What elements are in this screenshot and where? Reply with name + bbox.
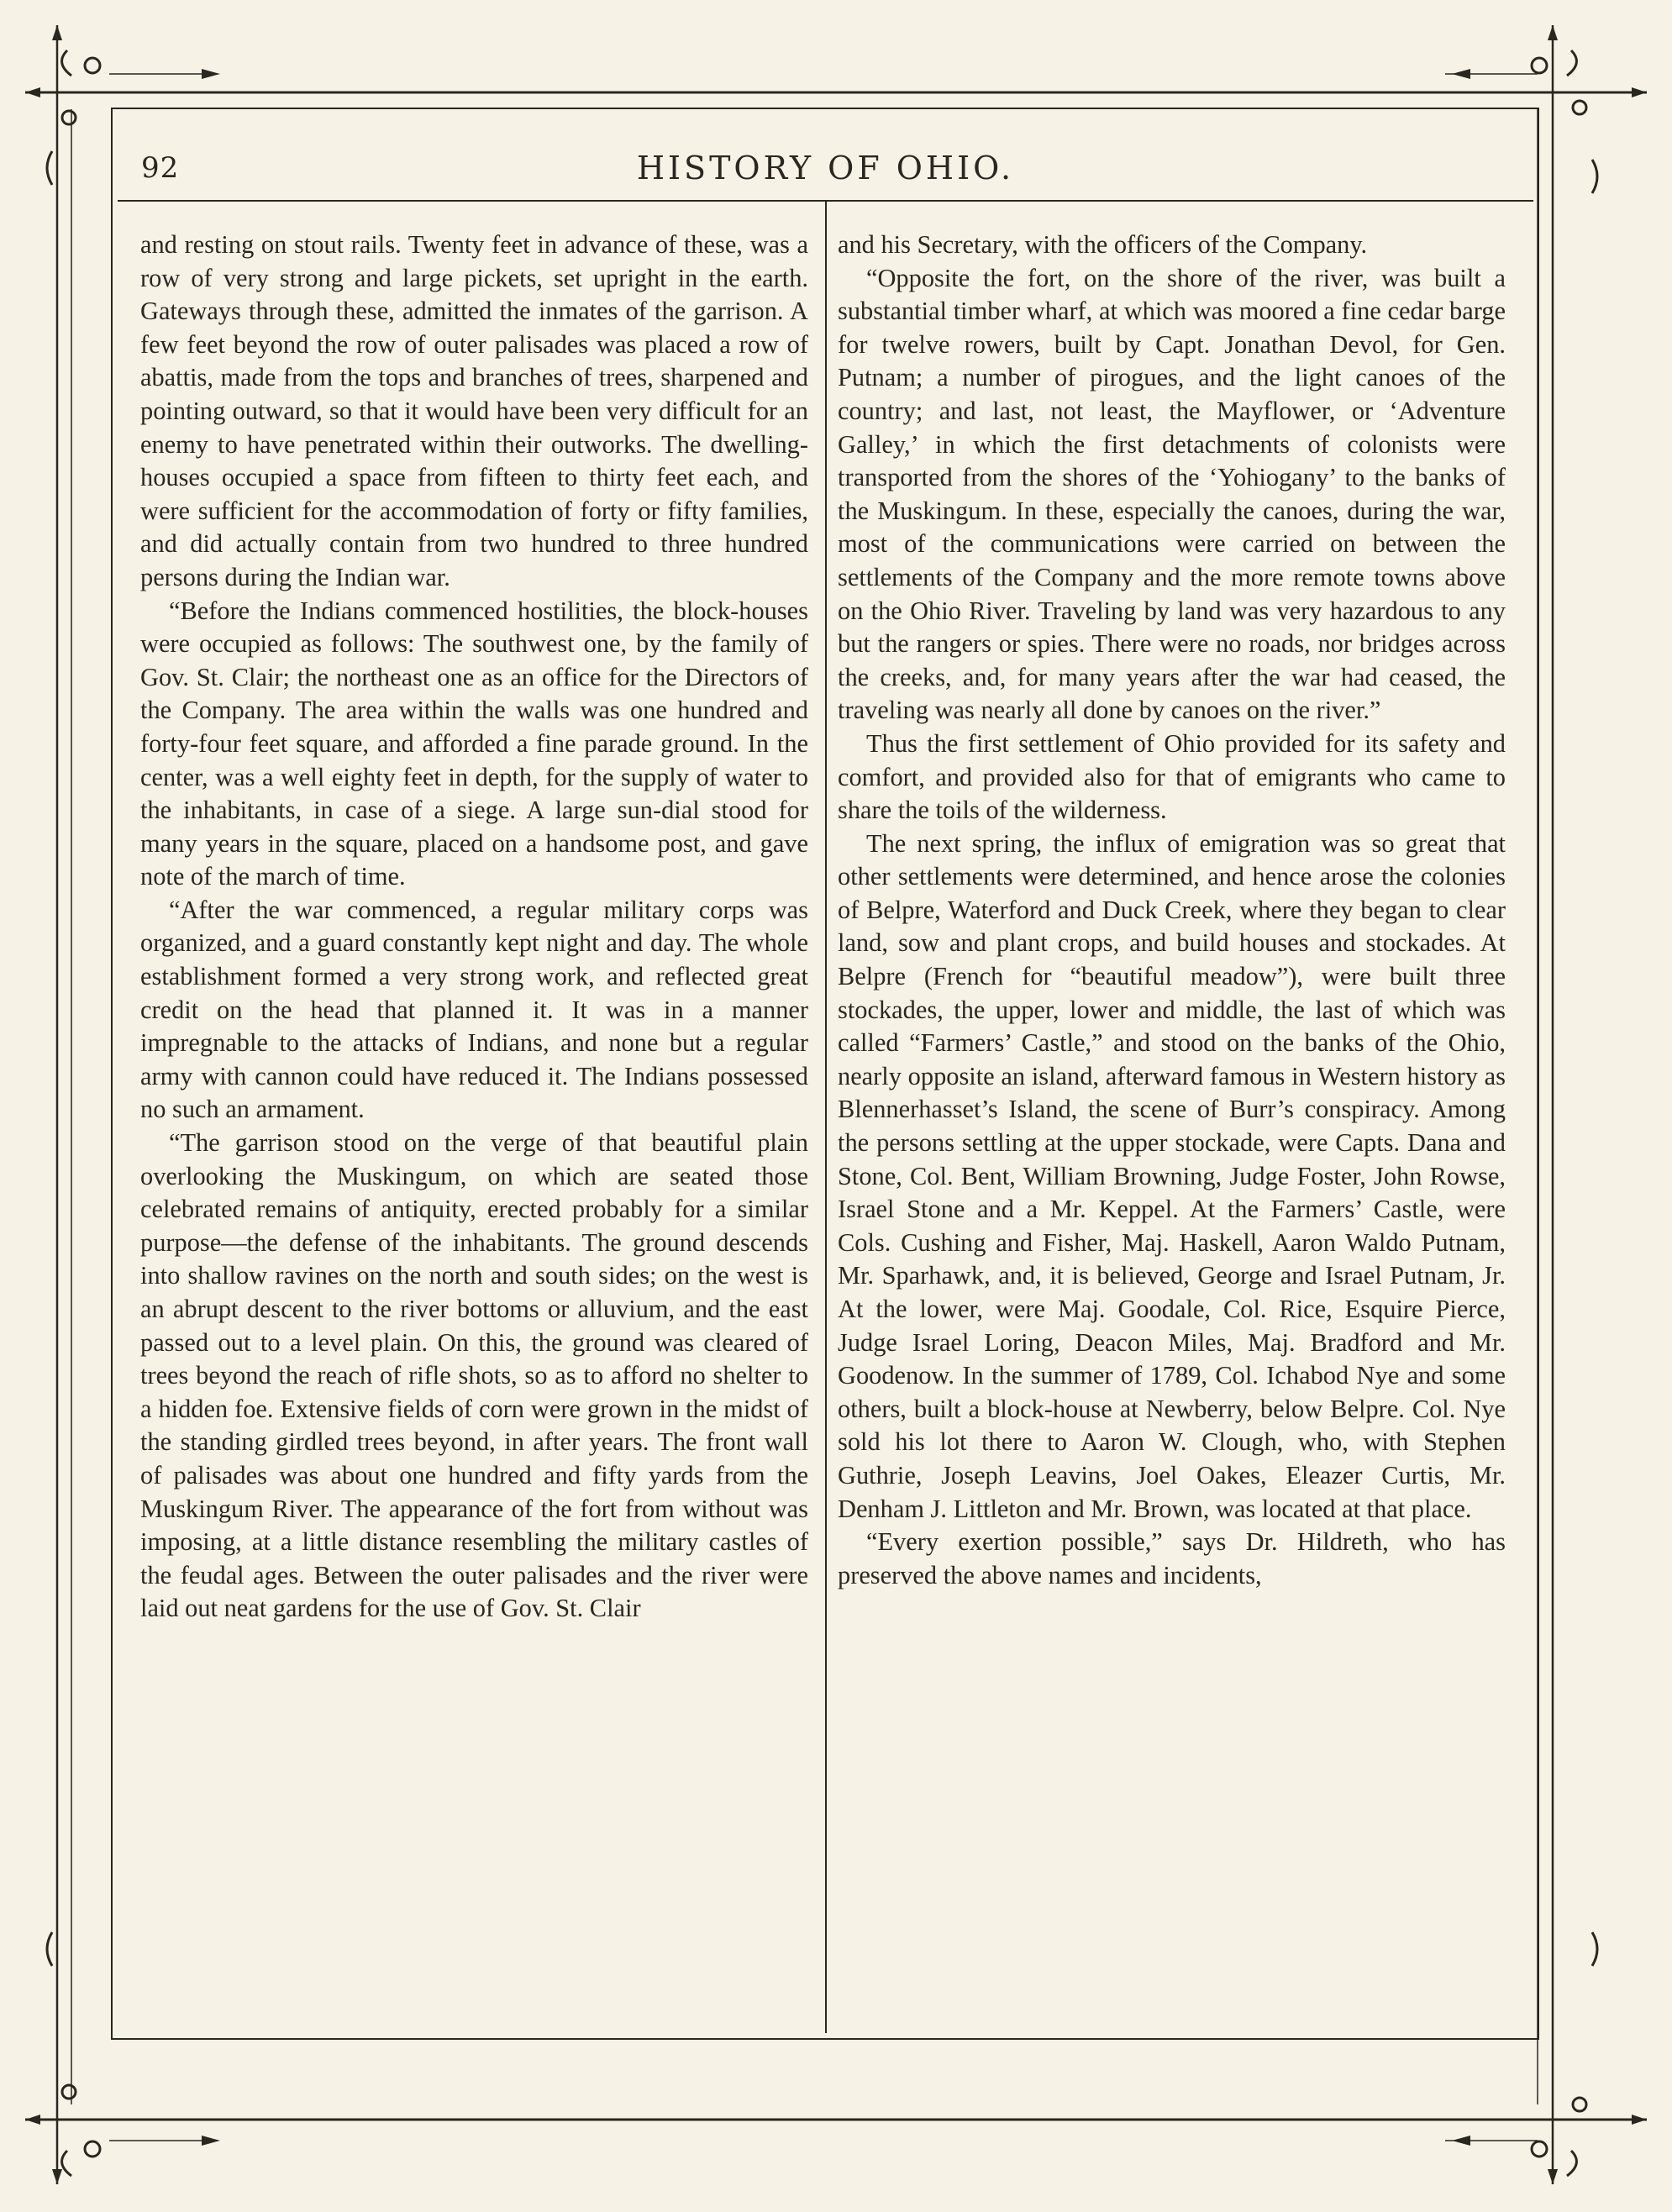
paragraph: Thus the first settlement of Ohio provided for its safety and comfort, and provided also for that of emigrants who came to share the toils of the wilderness. (838, 728, 1506, 825)
paragraph: and his Secretary, with the officers of the Company. (838, 230, 1368, 259)
corner-curl-bottom-left (85, 2141, 100, 2157)
column-divider (825, 202, 827, 2033)
corner-curl-top-right (1532, 58, 1547, 73)
corner-curl-top-left (85, 58, 100, 73)
running-title: HISTORY OF OHIO. (636, 150, 1015, 187)
left-column (140, 229, 808, 2018)
paragraph: “The garrison stood on the verge of that beautiful plain overlooking the Muskingum, on which are seated those celebrated remains of antiquity, erected probably for a similar purpose—the defense of the inhabitants. The ground descends into shallow ravines on the north and south sides; on the west is an abrupt descent to the river bottoms or alluvium, and the east passed out to a level plain. On this, the ground was cleared of trees beyond the reach of rifle shots, so as to afford no shelter to a hidden foe. Extensive fields of corn were grown in the midst of the standing girdled trees beyond, in after years. The front wall of palisades was about one hundred and fifty yards from the Muskingum River. The appearance of the fort from without was imposing, at a little distance resembling the military castles of the feudal ages. Between the outer palisades and the river were laid out neat gardens for the use of Gov. St. Clair (140, 1128, 808, 1623)
paragraph: “After the war commenced, a regular military corps was organized, and a guard constantly kept night and day. The whole establishment formed a very strong work, and reflected great credit on the head that planned it. It was in a manner impregnable to the attacks of Indians, and none but a regular army with cannon could have reduced it. The Indians possessed no such an armament. (140, 895, 808, 1124)
right-column (838, 229, 1506, 2018)
page-header (118, 143, 1533, 202)
corner-curl-bottom-right (1532, 2141, 1547, 2157)
paragraph: “Opposite the fort, on the shore of the river, was built a substantial timber wharf, at which was moored a fine cedar barge for twelve rowers, built by Capt. Jonathan Devol, for Gen. Putnam; a number of pirogues, and the light canoes of the country; and last, not least, the Mayflower, or ‘Adventure Galley,’ in which the first detachments of colonists were transported from the shores of the ‘Yohiogany’ to the banks of the Muskingum. In these, especially the canoes, during the war, most of the communications were carried on between the settlements of the Company and the more remote towns above on the Ohio River. Traveling by land was very hazardous to any but the rangers or spies. There were no roads, nor bridges across the creeks, and, for many years after the war had ceased, the traveling was nearly all done by canoes on the river.” (838, 263, 1506, 725)
paragraph: The next spring, the influx of emigration was so great that other settlements were determined, and hence arose the colonies of Belpre, Waterford and Duck Creek, where they began to clear land, sow and plant crops, and build houses and stockades. At Belpre (French for “beautiful meadow”), were built three stockades, the upper, lower and middle, the last of which was called “Farmers’ Castle,” and stood on the banks of the Ohio, nearly opposite an island, afterward famous in Western history as Blennerhasset’s Island, the scene of Burr’s conspiracy. Among the persons settling at the upper stockade, were Capts. Dana and Stone, Col. Bent, William Browning, Judge Foster, John Rowse, Israel Stone and a Mr. Keppel. At the Farmers’ Castle, were Cols. Cushing and Fisher, Maj. Haskell, Aaron Waldo Putnam, Mr. Sparhawk, and, it is believed, George and Israel Putnam, Jr. At the lower, were Maj. Goodale, Col. Rice, Esquire Pierce, Judge Israel Loring, Deacon Miles, Maj. Bradford and Mr. Goodenow. In the summer of 1789, Col. Ichabod Nye and some others, built a block-house at Newberry, below Belpre. Col. Nye sold his lot there to Aaron W. Clough, who, with Stephen Guthrie, Joseph Leavins, Joel Oakes, Eleazer Curtis, Mr. Denham J. Littleton and Mr. Brown, was located at that place. (838, 828, 1506, 1523)
paragraph: “Every exertion possible,” says Dr. Hildreth, who has preserved the above names and incidents, (838, 1527, 1506, 1589)
paragraph: and resting on stout rails. Twenty feet in advance of these, was a row of very strong and large pickets, set upright in the earth. Gateways through these, admitted the inmates of the garrison. A few feet beyond the row of outer palisades was placed a row of abattis, made from the tops and branches of trees, sharpened and pointing outward, so that it would have been very difficult for an enemy to have penetrated within their outworks. The dwelling-houses occupied a space from fifteen to thirty feet each, and were sufficient for the accommodation of forty or fifty families, and did actually contain from two hundred to three hundred persons during the Indian war. (140, 230, 808, 591)
page-number: 92 (141, 151, 180, 185)
paragraph: “Before the Indians commenced hostilities, the block-houses were occupied as follows: The southwest one, by the family of Gov. St. Clair; the northeast one as an office for the Directors of the Company. The area within the walls was one hundred and forty-four feet square, and afforded a fine parade ground. In the center, was a well eighty feet in depth, for the supply of water to the inhabitants, in case of a siege. A large sun-dial stood for many years in the square, placed on a handsome post, and gave note of the march of time. (140, 596, 808, 891)
